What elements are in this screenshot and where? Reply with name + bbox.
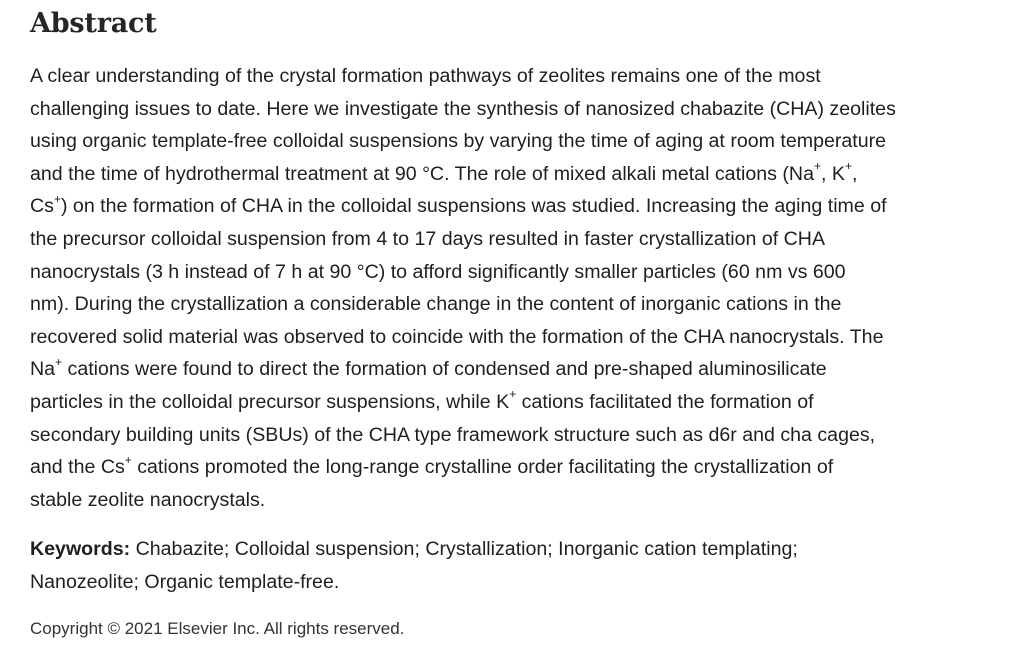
abstract-text: Cs: [30, 195, 54, 218]
abstract-text: cations promoted the long-range crystalline order facilitating the crystallization of: [131, 456, 834, 479]
abstract-line: [30, 353, 1015, 386]
abstract-text: using organic template-free colloidal suspensions by varying the time of aging at room temperature: [30, 130, 887, 153]
abstract-line: [30, 288, 1015, 321]
abstract-line: [30, 484, 1015, 517]
abstract-text: A clear understanding of the crystal formation pathways of zeolites remains one of the most: [30, 65, 821, 87]
abstract-text: ,: [851, 162, 858, 185]
abstract-text: cations facilitated the formation of: [516, 390, 814, 413]
keywords-label: Keywords:: [30, 538, 131, 560]
abstract-text: ) on the formation of CHA in the colloidal suspensions was studied. Increasing the aging time of: [60, 195, 887, 218]
keywords-line-1: [30, 533, 1015, 566]
abstract-paragraph: [30, 60, 1015, 516]
charge-superscript: +: [124, 452, 132, 467]
abstract-text: stable zeolite nanocrystals.: [30, 488, 266, 511]
abstract-text: and the Cs: [30, 456, 125, 479]
abstract-text: particles in the colloidal precursor suspensions, while K: [30, 390, 510, 413]
abstract-text: secondary building units (SBUs) of the CHA type framework structure such as d6r and cha cages,: [30, 423, 876, 446]
keywords-line-2: Nanozeolite; Organic template-free.: [30, 570, 340, 593]
abstract-text: cations were found to direct the formation of condensed and pre-shaped aluminosilicate: [62, 358, 827, 381]
abstract-text: nanocrystals (3 h instead of 7 h at 90 °C) to afford significantly smaller particles (60 nm vs 600: [30, 260, 846, 283]
copyright-notice: Copyright © 2021 Elsevier Inc. All rights reserved.: [30, 619, 405, 638]
abstract-line: [30, 158, 1015, 191]
abstract-line: [30, 190, 1015, 223]
abstract-line: [30, 419, 1015, 452]
keywords-block: [30, 533, 1015, 598]
abstract-text: nm). During the crystallization a considerable change in the content of inorganic cations in the: [30, 293, 842, 316]
keywords-values: Chabazite; Colloidal suspension; Crystallization; Inorganic cation templating;: [130, 538, 798, 560]
abstract-text: the precursor colloidal suspension from 4 to 17 days resulted in faster crystallization of CHA: [30, 227, 826, 250]
abstract-text: challenging issues to date. Here we investigate the synthesis of nanosized chabazite (CHA) zeolites: [30, 97, 896, 120]
abstract-text: Na: [30, 358, 56, 381]
abstract-line: [30, 386, 1015, 419]
section-heading: Abstract: [30, 8, 157, 39]
charge-superscript: +: [509, 387, 517, 402]
abstract-text: , K: [821, 162, 845, 185]
abstract-line: [30, 256, 1015, 289]
abstract-line: [30, 93, 1015, 126]
abstract-text: recovered solid material was observed to coincide with the formation of the CHA nanocrystals. The: [30, 325, 884, 348]
abstract-line: [30, 125, 1015, 158]
charge-superscript: +: [55, 354, 63, 369]
abstract-line: [30, 223, 1015, 256]
abstract-line: [30, 321, 1015, 354]
abstract-line: [30, 60, 1015, 93]
charge-superscript: +: [53, 191, 61, 206]
abstract-line: [30, 451, 1015, 484]
charge-superscript: +: [813, 159, 821, 174]
charge-superscript: +: [844, 159, 852, 174]
abstract-text: and the time of hydrothermal treatment at 90 °C. The role of mixed alkali metal cations (Na: [30, 162, 814, 185]
